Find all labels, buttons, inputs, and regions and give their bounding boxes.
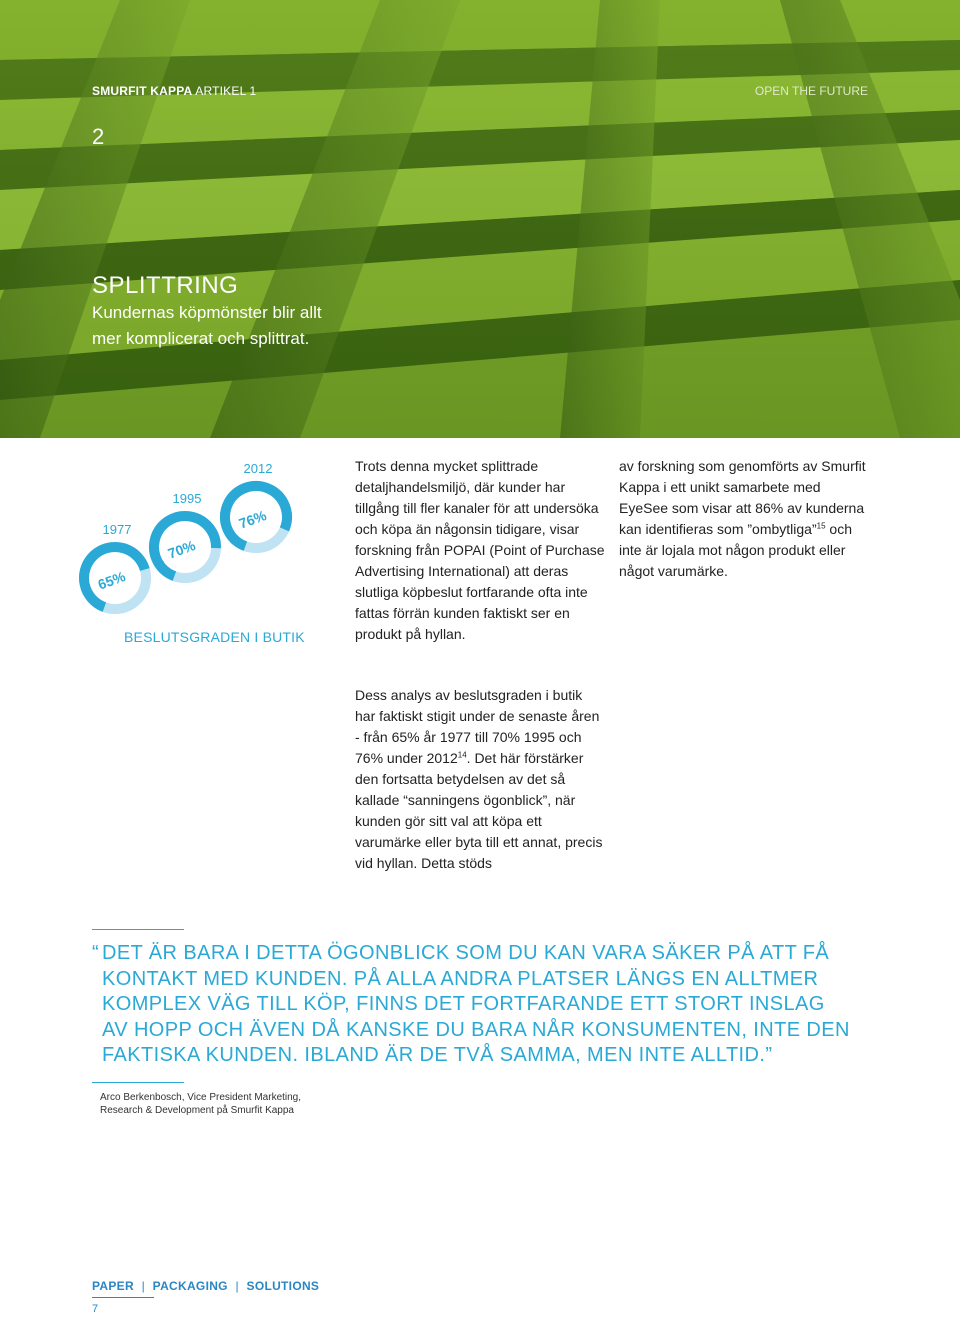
footer-divider — [92, 1297, 154, 1298]
body-paragraph-2 — [355, 685, 605, 874]
open-quote-mark: “ — [92, 942, 100, 964]
footnote-ref-15: 15 — [816, 521, 826, 531]
author-line-1: Arco Berkenbosch, Vice President Marketing, — [100, 1092, 302, 1103]
body-paragraph-3 — [619, 456, 869, 582]
author-line-2: Research & Development på Smurfit Kappa — [100, 1105, 294, 1116]
brand-name: SMURFIT KAPPA — [92, 84, 193, 98]
chart-caption: BESLUTSGRADEN I BUTIK — [124, 629, 305, 645]
article-label: ARTIKEL 1 — [195, 84, 257, 98]
donut-year-label-2012: 2012 — [243, 461, 273, 476]
body-paragraph-2-text-cont: . Det här förstärker den fortsatta betydelsen av det så kallade “sanningens ögonblick”, när kunden gör sitt val att köpa ett varumärke eller byta till ett annat, precis vid hyllan. Detta stöds — [355, 750, 603, 871]
section-title: SPLITTRING — [92, 272, 239, 299]
chapter-number: 2 — [92, 124, 105, 149]
header-brand — [92, 84, 256, 98]
donut-value-label-2012: 76% — [236, 506, 269, 532]
donut-value-label-1995: 70% — [165, 536, 198, 562]
footer-separator: | — [235, 1279, 239, 1293]
hedge-maze-photo — [0, 0, 960, 438]
author-divider — [92, 1082, 184, 1083]
body-paragraph-1: Trots denna mycket splittrade detaljhandelsmiljö, där kunder har tillgång till fler kanaler för att undersöka och köpa än någonsin tidigare, visar forskning från POPAI (Point of Purchase Advertising International) att deras slutliga köpbeslut fortfarande ofta inte fattas förrän kunden faktiskt ser en produkt på hyllan. — [355, 458, 605, 642]
decision-rate-chart — [70, 450, 340, 680]
pull-quote — [92, 941, 852, 1069]
footnote-ref-14: 14 — [457, 750, 467, 760]
body-paragraph-3-text: av forskning som genomförts av Smurfit Kappa i ett unikt samarbete med EyeSee som visar att 86% av kunderna kan identifieras som ”ombytliga” — [619, 458, 866, 537]
hero-image — [0, 0, 960, 438]
header-tagline: OPEN THE FUTURE — [754, 84, 868, 98]
quote-divider — [92, 929, 184, 930]
donut-year-label-1995: 1995 — [172, 491, 202, 506]
donut-year-label-1977: 1977 — [102, 522, 132, 537]
body-paragraph-3-text-cont: och inte är lojala mot någon produkt eller något varumärke. — [619, 521, 853, 579]
footer-separator: | — [141, 1279, 146, 1293]
donut-value-label-1977: 65% — [95, 567, 128, 593]
footer-tagline — [92, 1279, 319, 1293]
page-number: 7 — [92, 1303, 99, 1315]
footer-item-packaging: PACKAGING — [152, 1279, 228, 1293]
body-paragraph-2-text: Dess analys av beslutsgraden i butik har faktiskt stigit under de senaste åren - från 65% år 1977 till 70% 1995 och 76% under 2012 — [355, 687, 600, 766]
footer-item-paper: PAPER — [92, 1279, 134, 1293]
footer-item-solutions: SOLUTIONS — [246, 1279, 320, 1293]
section-subtitle: Kundernas köpmönster blir allt mer komplicerat och splittrat. — [92, 303, 322, 348]
pull-quote-text: DET ÄR BARA I DETTA ÖGONBLICK SOM DU KAN VARA SÄKER PÅ ATT FÅ KONTAKT MED KUNDEN. PÅ ALLA ANDRA PLATSER LÄNGS EN ALLTMER KOMPLEX VÄG TILL KÖP, FINNS DET FORTFARANDE ETT STORT INSLAG AV HOPP OCH ÄVEN DÅ KANSKE DU BARA NÅR KONSUMENTEN, INTE DEN FAKTISKA KUNDEN. IBLAND ÄR DE TVÅ SAMMA, MEN INTE ALLTID.” — [102, 942, 850, 1066]
quote-author — [100, 1091, 301, 1117]
